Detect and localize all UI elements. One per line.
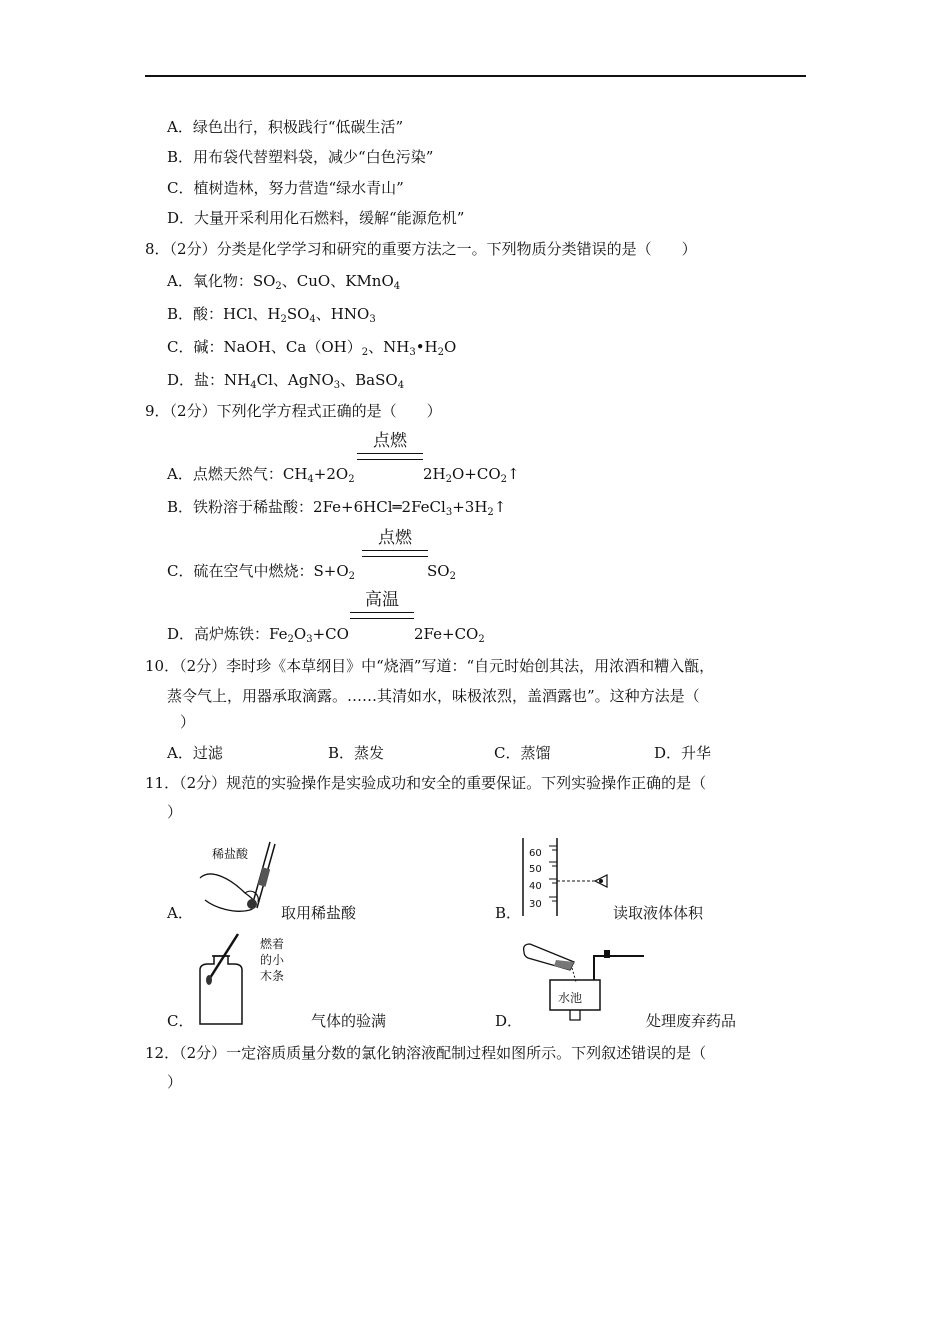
q11-option-b-caption: 读取液体体积: [613, 904, 704, 922]
q9-option-a[interactable]: [167, 464, 355, 484]
q8-option-b-label: B．酸：: [167, 305, 224, 323]
q9-d-condition-text: 高温: [365, 590, 399, 610]
tick-40: 40: [529, 881, 542, 892]
q9-option-d-reactants: $Fe_2O_3+CO$: [269, 625, 349, 645]
gas-bottle-icon: [196, 930, 296, 1028]
q8-option-d-label: D．盐：: [167, 371, 225, 389]
q10-option-b[interactable]: B．蒸发: [328, 744, 385, 762]
q11-option-a-letter[interactable]: A．: [167, 904, 193, 922]
q8-option-c-formulas: NaOH、$Ca(OH)_2$、$NH_3•H_2O$: [223, 338, 457, 358]
figure-a-label: 稀盐酸: [212, 847, 249, 861]
q7-option-a[interactable]: A．绿色出行，积极践行“低碳生活”: [167, 118, 404, 136]
q9-option-c-products: $SO_2$: [427, 562, 456, 582]
figure-sink: [520, 940, 650, 1028]
stick-label-3: 木条: [260, 969, 285, 983]
q9-option-b-label: B．铁粉溶于稀盐酸：: [167, 498, 314, 516]
q11-option-d-caption: 处理废弃药品: [646, 1012, 737, 1030]
q11-option-d-letter[interactable]: D．: [495, 1012, 523, 1030]
cylinder-eye-icon: [515, 836, 625, 920]
q9-option-b[interactable]: [167, 497, 506, 517]
q8-option-a-label: A．氧化物：: [167, 272, 253, 290]
q9-d-condition-bars: [350, 612, 414, 619]
stick-label-1: 燃着: [260, 937, 285, 951]
q8-option-a-formulas: $SO_2$、CuO、KMnO$_4$: [252, 272, 401, 292]
q8-stem: 8．（2分）分类是化学学习和研究的重要方法之一。下列物质分类错误的是（ ）: [145, 240, 697, 258]
q9-c-condition-bars: [362, 550, 428, 557]
q8-option-c[interactable]: [167, 337, 456, 357]
q9-option-a-products: $2H_2O+CO_2↑$: [423, 465, 520, 485]
q10-option-d[interactable]: D．升华: [654, 744, 712, 762]
figure-gas-bottle: [196, 930, 296, 1028]
sink-label: 水池: [558, 991, 583, 1005]
q9-option-a-label: A．点燃天然气：: [167, 465, 283, 483]
q12-stem-line2: ）: [167, 1073, 183, 1091]
tick-60: 60: [529, 848, 542, 859]
q12-stem-line1: 12．（2分）一定溶质质量分数的氯化钠溶液配制过程如图所示。下列叙述错误的是（: [145, 1044, 707, 1062]
q9-c-condition: [362, 528, 428, 557]
tick-30: 30: [529, 899, 542, 910]
q10-stem-line2: 蒸令气上，用器承取滴露。……其清如水，味极浓烈，盖酒露也”。这种方法是（: [167, 687, 700, 705]
dropper-hand-icon: [190, 838, 290, 918]
q9-option-d-label: D．高炉炼铁：: [167, 625, 270, 643]
q9-option-d-products: $2Fe+CO_2$: [414, 625, 485, 645]
q8-option-b-formulas: HCl、$H_2SO_4$、$HNO_3$: [223, 305, 376, 325]
q7-option-c[interactable]: C．植树造林，努力营造“绿水青山”: [167, 179, 404, 197]
q8-option-c-label: C．碱：: [167, 338, 224, 356]
q9-option-d[interactable]: [167, 624, 349, 644]
tick-50: 50: [529, 864, 542, 875]
q7-option-b[interactable]: B．用布袋代替塑料袋，减少“白色污染”: [167, 148, 434, 166]
header-rule: [145, 75, 806, 77]
q10-option-a[interactable]: A．过滤: [167, 744, 223, 762]
q9-c-condition-text: 点燃: [378, 528, 412, 548]
q9-d-condition: [350, 590, 414, 619]
q9-option-a-reactants: $CH_4+2O_2$: [282, 465, 355, 485]
q11-option-c-letter[interactable]: C．: [167, 1012, 194, 1030]
figure-dropper: [190, 838, 290, 918]
q11-option-c-caption: 气体的验满: [311, 1012, 387, 1030]
q11-stem-line1: 11．（2分）规范的实验操作是实验成功和安全的重要保证。下列实验操作正确的是（: [145, 774, 707, 792]
q8-option-d-formulas: $NH_4Cl$、AgNO$_3$、BaSO$_4$: [224, 371, 405, 391]
q9-option-c[interactable]: [167, 561, 355, 581]
q11-stem-line2: ）: [167, 803, 183, 821]
q10-option-c[interactable]: C．蒸馏: [494, 744, 551, 762]
figure-cylinder: [515, 836, 625, 920]
sink-testtube-icon: [520, 940, 650, 1028]
stick-label-2: 的小: [260, 953, 285, 967]
q9-option-b-equation: $2Fe+6HCl═2FeCl_3+3H_2↑$: [313, 498, 507, 518]
q9-a-condition-bars: [357, 453, 423, 460]
q9-option-c-label: C．硫在空气中燃烧：: [167, 562, 314, 580]
q7-option-d[interactable]: D．大量开采利用化石燃料，缓解“能源危机”: [167, 209, 465, 227]
q9-a-condition: [357, 431, 423, 460]
q9-option-c-reactants: $S+O_2$: [313, 562, 356, 582]
q11-option-b-letter[interactable]: B．: [495, 904, 522, 922]
q8-option-b[interactable]: [167, 304, 376, 324]
q10-stem-line3: ）: [180, 713, 196, 731]
q9-a-condition-text: 点燃: [373, 431, 407, 451]
q9-stem: 9．（2分）下列化学方程式正确的是（ ）: [145, 402, 442, 420]
q11-option-a-caption: 取用稀盐酸: [281, 904, 357, 922]
q8-option-a[interactable]: [167, 271, 400, 291]
q10-stem-line1: 10．（2分）李时珍《本草纲目》中“烧酒”写道：“自元时始创其法，用浓酒和糟入甑，: [145, 657, 715, 675]
q8-option-d[interactable]: [167, 370, 404, 390]
